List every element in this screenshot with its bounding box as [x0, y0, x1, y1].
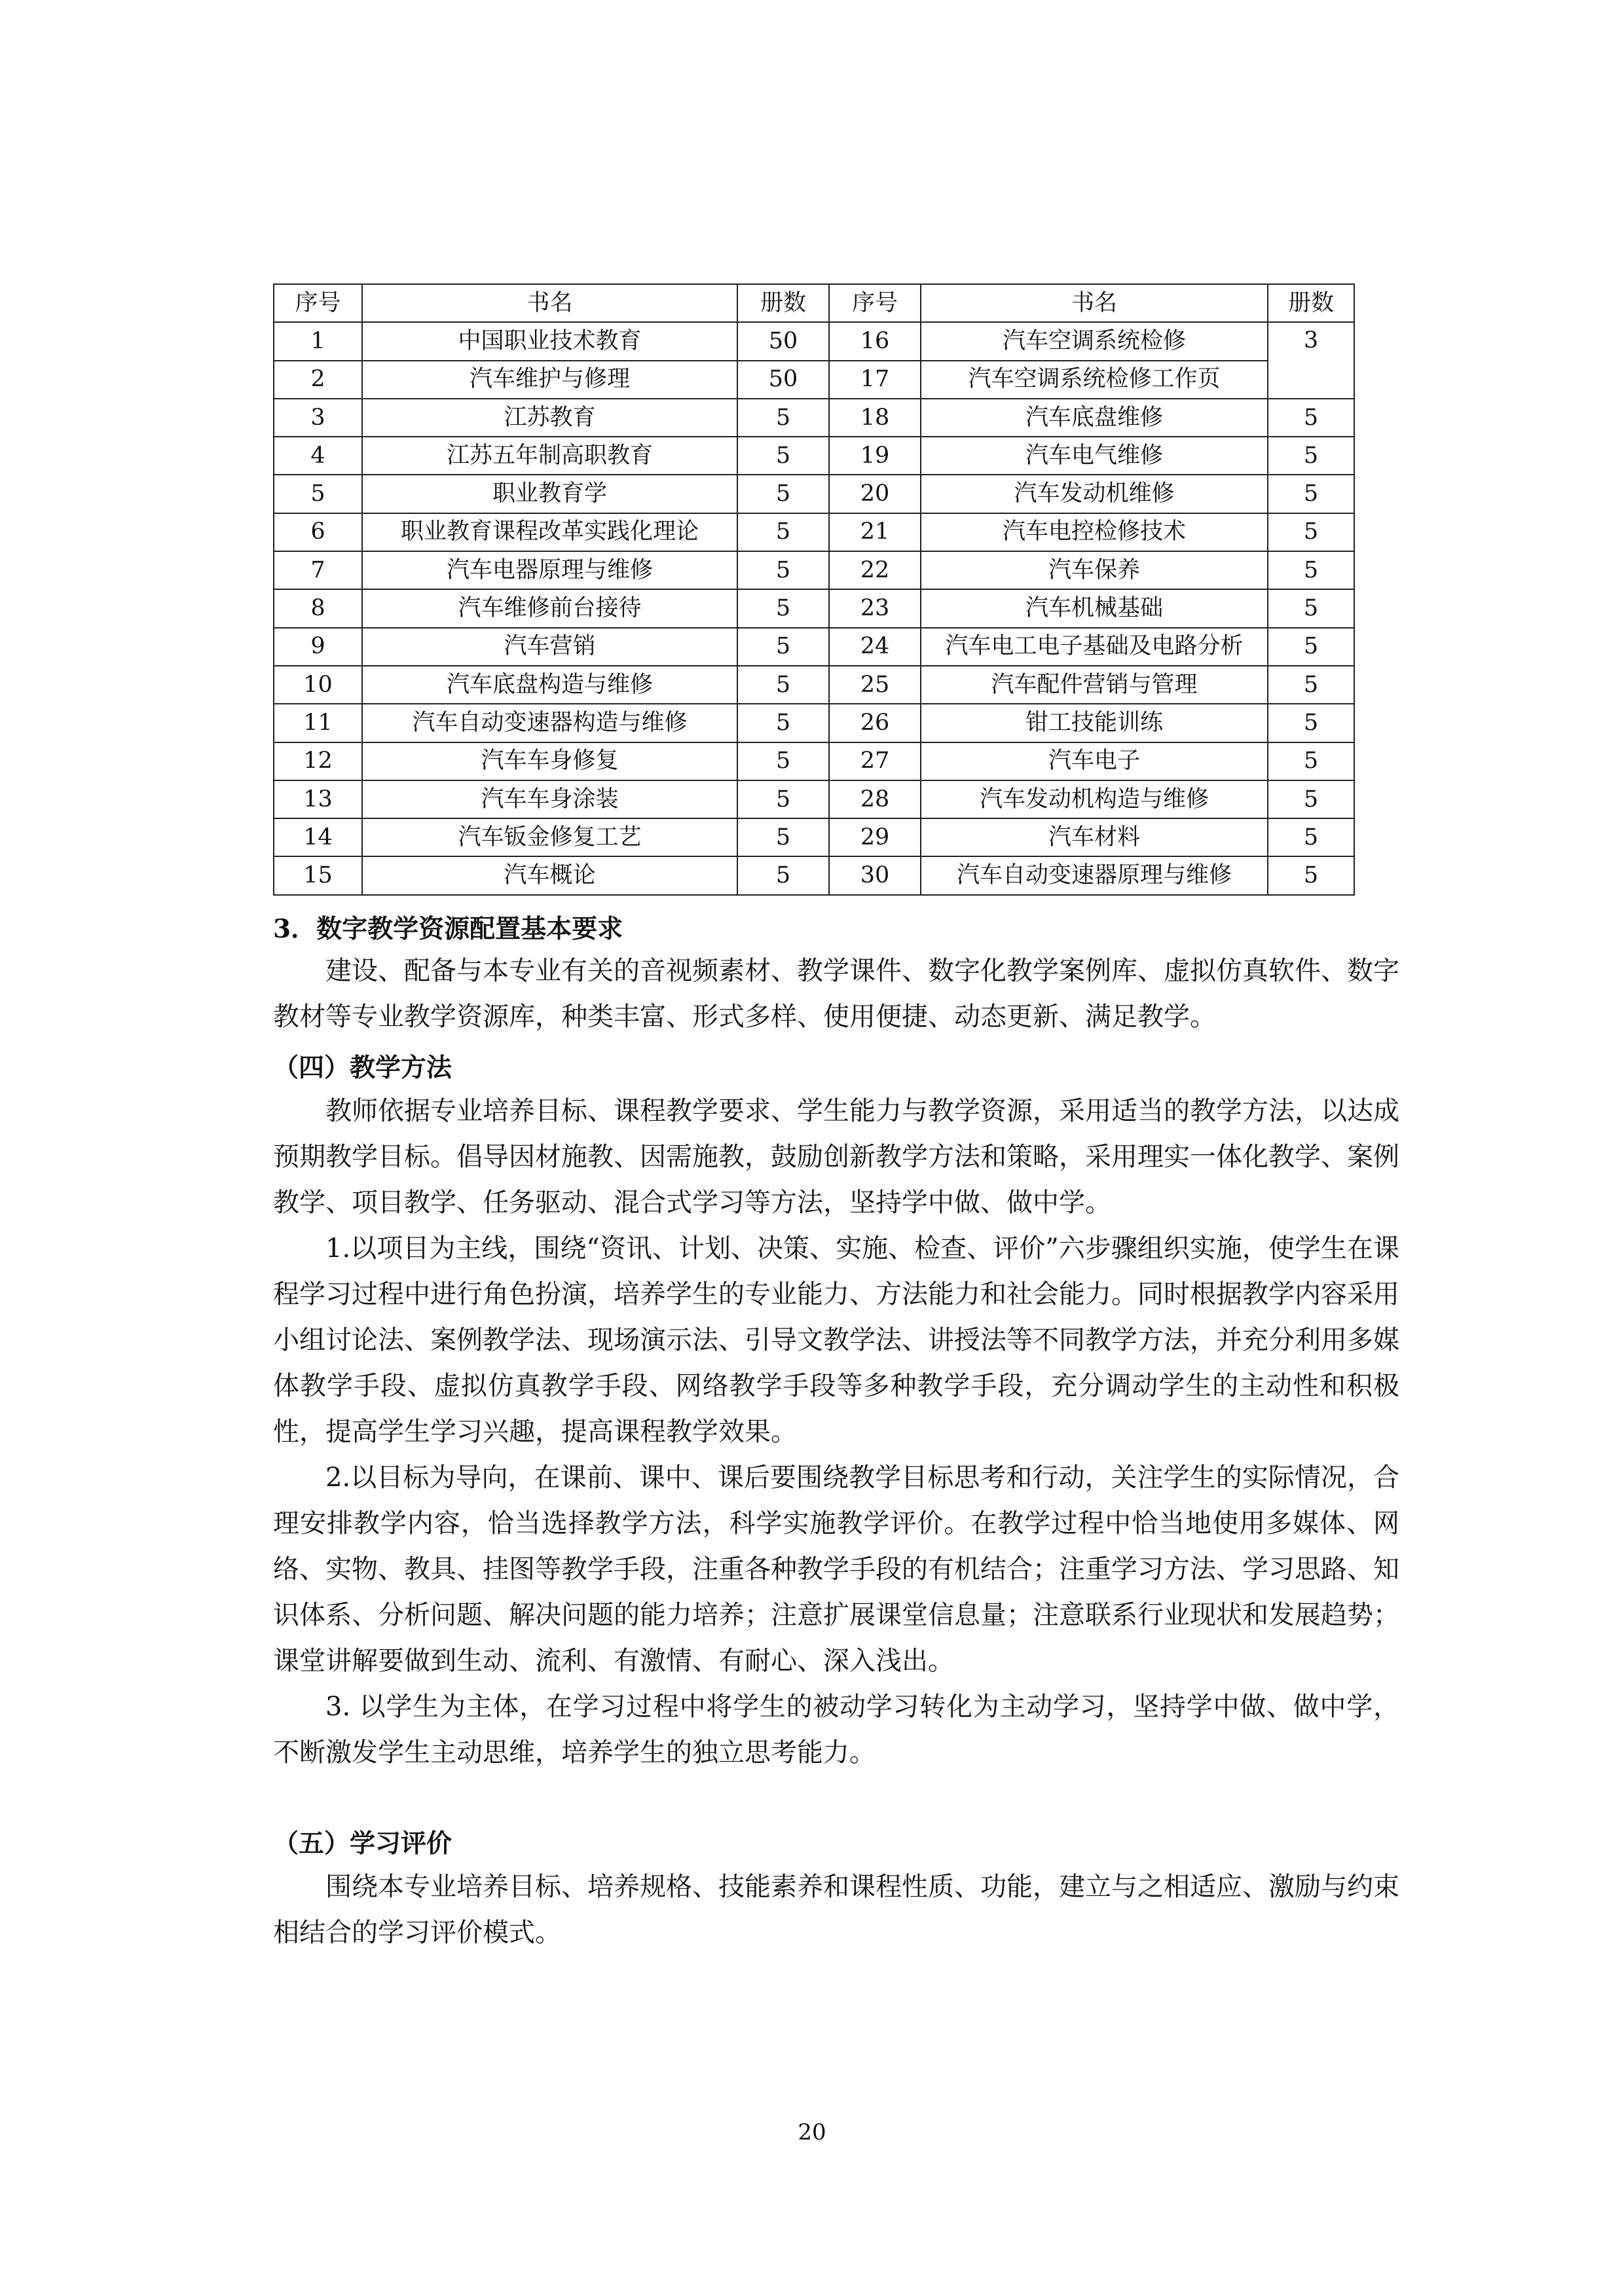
- table-header-row: [274, 284, 1354, 322]
- row-qty-right: 5: [1268, 856, 1354, 894]
- table-row: [274, 742, 1354, 780]
- section-5-paragraph: 围绕本专业培养目标、培养规格、技能素养和课程性质、功能，建立与之相适应、激励与约束相结合的学习评价模式。: [273, 1872, 1399, 1948]
- row-no-left: 7: [274, 551, 362, 589]
- row-qty-right: 5: [1268, 437, 1354, 475]
- row-title-left: 汽车车身涂装: [362, 780, 737, 818]
- row-title-right: 汽车机械基础: [921, 589, 1268, 627]
- row-qty-left: 5: [737, 666, 829, 704]
- row-title-left: 汽车维护与修理: [362, 361, 737, 399]
- header-qty-left: 册数: [737, 284, 829, 322]
- row-qty-left: 5: [737, 704, 829, 742]
- row-title-left: 汽车底盘构造与维修: [362, 666, 737, 704]
- row-qty-left: 5: [737, 742, 829, 780]
- row-no-right: 27: [829, 742, 921, 780]
- row-no-left: 10: [274, 666, 362, 704]
- row-no-left: 3: [274, 399, 362, 437]
- row-qty-left: 5: [737, 818, 829, 856]
- table-body: [274, 322, 1354, 894]
- section-4-heading: （四）教学方法: [273, 1053, 452, 1083]
- table-row: [274, 589, 1354, 627]
- row-no-left: 15: [274, 856, 362, 894]
- book-list-table: [273, 283, 1355, 896]
- row-title-left: 汽车维修前台接待: [362, 589, 737, 627]
- row-title-left: 汽车自动变速器构造与维修: [362, 704, 737, 742]
- row-title-left: 汽车车身修复: [362, 742, 737, 780]
- row-title-left: 职业教育课程改革实践化理论: [362, 513, 737, 551]
- row-title-left: 汽车钣金修复工艺: [362, 818, 737, 856]
- row-qty-left: 50: [737, 322, 829, 360]
- header-no-right: 序号: [829, 284, 921, 322]
- table-row: [274, 475, 1354, 513]
- row-no-left: 5: [274, 475, 362, 513]
- row-qty-right: 5: [1268, 742, 1354, 780]
- row-qty-left: 50: [737, 361, 829, 399]
- row-qty-left: 5: [737, 513, 829, 551]
- row-qty-right: 5: [1268, 513, 1354, 551]
- section-3-heading: 3．数字教学资源配置基本要求: [273, 914, 623, 944]
- row-qty-left: 5: [737, 628, 829, 666]
- row-title-right: 汽车电工电子基础及电路分析: [921, 628, 1268, 666]
- row-qty-right: 5: [1268, 628, 1354, 666]
- row-no-left: 11: [274, 704, 362, 742]
- row-no-left: 13: [274, 780, 362, 818]
- table-row: [274, 361, 1354, 399]
- row-qty-right: 3: [1268, 322, 1354, 399]
- row-no-right: 29: [829, 818, 921, 856]
- row-title-right: 汽车自动变速器原理与维修: [921, 856, 1268, 894]
- row-title-right: 汽车底盘维修: [921, 399, 1268, 437]
- row-title-right: 汽车发动机维修: [921, 475, 1268, 513]
- section-4-paragraph-1: 教师依据专业培养目标、课程教学要求、学生能力与教学资源，采用适当的教学方法，以达成预期教学目标。倡导因材施教、因需施教，鼓励创新教学方法和策略，采用理实一体化教学、案例教学、项目教学、任务驱动、混合式学习等方法，坚持学中做、做中学。: [273, 1096, 1399, 1218]
- row-qty-right: 5: [1268, 818, 1354, 856]
- row-no-right: 28: [829, 780, 921, 818]
- section-4-paragraph-2: 1.以项目为主线，围绕“资讯、计划、决策、实施、检查、评价”六步骤组织实施，使学生在课程学习过程中进行角色扮演，培养学生的专业能力、方法能力和社会能力。同时根据教学内容采用小组讨论法、案例教学法、现场演示法、引导文教学法、讲授法等不同教学方法，并充分利用多媒体教学手段、虚拟仿真教学手段、网络教学手段等多种教学手段，充分调动学生的主动性和积极性，提高学生学习兴趣，提高课程教学效果。: [273, 1233, 1399, 1447]
- table-row: [274, 513, 1354, 551]
- row-qty-left: 5: [737, 475, 829, 513]
- row-qty-right: 5: [1268, 666, 1354, 704]
- row-no-left: 2: [274, 361, 362, 399]
- table-row: [274, 437, 1354, 475]
- row-title-right: 汽车配件营销与管理: [921, 666, 1268, 704]
- table-row: [274, 551, 1354, 589]
- row-no-right: 19: [829, 437, 921, 475]
- table-row: [274, 818, 1354, 856]
- row-no-right: 17: [829, 361, 921, 399]
- row-no-left: 4: [274, 437, 362, 475]
- row-qty-left: 5: [737, 589, 829, 627]
- row-no-right: 25: [829, 666, 921, 704]
- row-title-right: 汽车空调系统检修: [921, 322, 1268, 360]
- row-no-right: 16: [829, 322, 921, 360]
- row-title-right: 汽车电控检修技术: [921, 513, 1268, 551]
- row-qty-left: 5: [737, 551, 829, 589]
- header-no-left: 序号: [274, 284, 362, 322]
- table-row: [274, 399, 1354, 437]
- row-title-left: 职业教育学: [362, 475, 737, 513]
- row-title-left: 江苏五年制高职教育: [362, 437, 737, 475]
- row-title-left: 江苏教育: [362, 399, 737, 437]
- section-3-paragraph: 建设、配备与本专业有关的音视频素材、教学课件、数字化教学案例库、虚拟仿真软件、数字教材等专业教学资源库，种类丰富、形式多样、使用便捷、动态更新、满足教学。: [273, 956, 1399, 1032]
- row-title-right: 汽车发动机构造与维修: [921, 780, 1268, 818]
- row-no-right: 21: [829, 513, 921, 551]
- row-no-right: 18: [829, 399, 921, 437]
- row-no-right: 23: [829, 589, 921, 627]
- row-qty-right: 5: [1268, 399, 1354, 437]
- row-title-left: 汽车营销: [362, 628, 737, 666]
- row-no-left: 8: [274, 589, 362, 627]
- row-no-right: 20: [829, 475, 921, 513]
- row-qty-left: 5: [737, 780, 829, 818]
- table-row: [274, 856, 1354, 894]
- row-qty-right: 5: [1268, 551, 1354, 589]
- row-title-right: 钳工技能训练: [921, 704, 1268, 742]
- row-qty-left: 5: [737, 437, 829, 475]
- row-qty-right: 5: [1268, 704, 1354, 742]
- row-no-right: 26: [829, 704, 921, 742]
- row-title-right: 汽车电子: [921, 742, 1268, 780]
- row-no-left: 1: [274, 322, 362, 360]
- row-qty-right: 5: [1268, 475, 1354, 513]
- row-no-right: 24: [829, 628, 921, 666]
- row-no-left: 14: [274, 818, 362, 856]
- row-qty-right: 5: [1268, 780, 1354, 818]
- row-no-left: 6: [274, 513, 362, 551]
- header-title-right: 书名: [921, 284, 1268, 322]
- row-title-left: 中国职业技术教育: [362, 322, 737, 360]
- row-qty-right: 5: [1268, 589, 1354, 627]
- row-title-right: 汽车空调系统检修工作页: [921, 361, 1268, 399]
- row-no-left: 12: [274, 742, 362, 780]
- table-row: [274, 666, 1354, 704]
- row-no-right: 22: [829, 551, 921, 589]
- row-title-right: 汽车保养: [921, 551, 1268, 589]
- section-4-paragraph-3: 2.以目标为导向，在课前、课中、课后要围绕教学目标思考和行动，关注学生的实际情况，合理安排教学内容，恰当选择教学方法，科学实施教学评价。在教学过程中恰当地使用多媒体、网络、实物、教具、挂图等教学手段，注重各种教学手段的有机结合；注重学习方法、学习思路、知识体系、分析问题、解决问题的能力培养；注意扩展课堂信息量；注意联系行业现状和发展趋势；课堂讲解要做到生动、流利、有激情、有耐心、深入浅出。: [273, 1463, 1399, 1676]
- section-5-heading: （五）学习评价: [273, 1829, 452, 1859]
- row-no-right: 30: [829, 856, 921, 894]
- table-row: [274, 322, 1354, 360]
- header-title-left: 书名: [362, 284, 737, 322]
- row-qty-left: 5: [737, 856, 829, 894]
- section-4-paragraph-4: 3. 以学生为主体，在学习过程中将学生的被动学习转化为主动学习，坚持学中做、做中学，不断激发学生主动思维，培养学生的独立思考能力。: [273, 1692, 1399, 1768]
- page-number: 20: [798, 2119, 826, 2145]
- row-title-left: 汽车电器原理与维修: [362, 551, 737, 589]
- header-qty-right: 册数: [1268, 284, 1354, 322]
- row-title-left: 汽车概论: [362, 856, 737, 894]
- row-title-right: 汽车电气维修: [921, 437, 1268, 475]
- table-row: [274, 704, 1354, 742]
- row-qty-left: 5: [737, 399, 829, 437]
- row-no-left: 9: [274, 628, 362, 666]
- table-row: [274, 628, 1354, 666]
- table-row: [274, 780, 1354, 818]
- row-title-right: 汽车材料: [921, 818, 1268, 856]
